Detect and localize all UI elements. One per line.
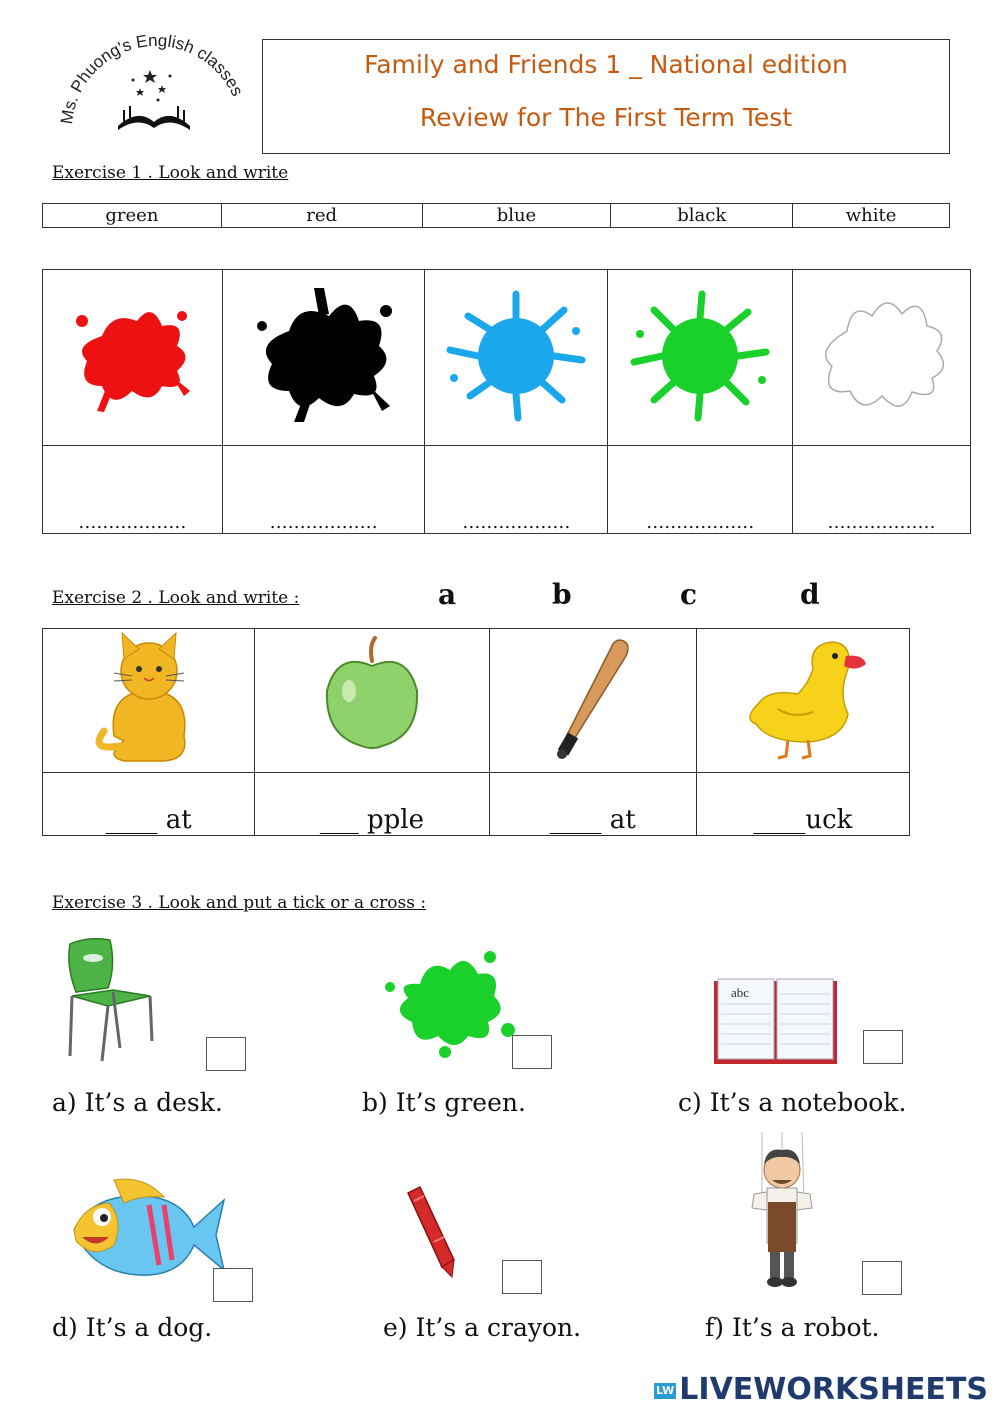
answer-blank[interactable]: ……………… xyxy=(793,446,971,534)
duck-picture xyxy=(696,629,909,773)
word-bank-item: blue xyxy=(422,204,611,228)
answer-blank[interactable]: ……………… xyxy=(43,446,223,534)
notebook-text: abc xyxy=(731,985,750,1000)
puppet-picture xyxy=(732,1132,832,1296)
black-splat xyxy=(222,270,425,446)
exercise-3-title: Exercise 3 . Look and put a tick or a cross : xyxy=(52,893,427,913)
blank-word-duck[interactable]: ____uck xyxy=(696,773,909,836)
exercise-1-table xyxy=(42,269,971,534)
bat-picture xyxy=(489,629,696,773)
sentence-d: d) It’s a dog. xyxy=(52,1313,213,1342)
sentence-f: f) It’s a robot. xyxy=(705,1313,880,1342)
answer-blank[interactable]: ……………… xyxy=(608,446,793,534)
letter-option-c: c xyxy=(680,578,698,611)
blue-splat xyxy=(425,270,608,446)
cat-picture xyxy=(43,629,255,773)
white-splat xyxy=(793,270,971,446)
checkbox-f[interactable] xyxy=(862,1261,902,1295)
liveworksheets-logo xyxy=(654,1372,988,1407)
red-splat xyxy=(43,270,223,446)
checkbox-c[interactable] xyxy=(863,1030,903,1064)
chair-picture xyxy=(58,936,158,1070)
logo-text: Ms. Phuong's English classes xyxy=(57,30,247,126)
word-bank-item: red xyxy=(221,204,422,228)
word-bank-item: black xyxy=(611,204,793,228)
word-bank-item: white xyxy=(793,204,950,228)
checkbox-a[interactable] xyxy=(206,1037,246,1071)
title-line-1: Family and Friends 1 _ National edition xyxy=(364,50,848,79)
letter-option-a: a xyxy=(438,578,457,611)
checkbox-b[interactable] xyxy=(512,1035,552,1069)
logo xyxy=(50,30,250,140)
green-splat xyxy=(608,270,793,446)
exercise-2-table xyxy=(42,628,910,836)
sentence-c: c) It’s a notebook. xyxy=(678,1088,907,1117)
apple-picture xyxy=(255,629,489,773)
crayon-picture xyxy=(402,1185,462,1284)
blank-word-cat[interactable]: ____ at xyxy=(43,773,255,836)
letter-option-b: b xyxy=(552,578,572,611)
lw-badge-icon: LW xyxy=(656,1383,675,1397)
answer-blank[interactable]: ……………… xyxy=(425,446,608,534)
word-bank-item: green xyxy=(43,204,222,228)
sentence-a: a) It’s a desk. xyxy=(52,1088,223,1117)
header-box xyxy=(262,39,950,154)
checkbox-d[interactable] xyxy=(213,1268,253,1302)
liveworksheets-brand: LIVEWORKSHEETS xyxy=(679,1372,988,1407)
sentence-e: e) It’s a crayon. xyxy=(383,1313,582,1342)
notebook-picture xyxy=(713,978,838,1070)
letter-option-d: d xyxy=(800,578,820,611)
exercise-1-title: Exercise 1 . Look and write xyxy=(52,163,289,183)
sentence-b: b) It’s green. xyxy=(362,1088,526,1117)
checkbox-e[interactable] xyxy=(502,1260,542,1294)
answer-blank[interactable]: ……………… xyxy=(222,446,425,534)
exercise-2-title: Exercise 2 . Look and write : xyxy=(52,588,300,608)
blank-word-apple[interactable]: ___ pple xyxy=(255,773,489,836)
title-line-2: Review for The First Term Test xyxy=(419,103,793,132)
fish-picture xyxy=(54,1175,226,1294)
green-splat-picture xyxy=(378,945,523,1064)
word-bank xyxy=(42,203,950,228)
blank-word-bat[interactable]: ____ at xyxy=(489,773,696,836)
